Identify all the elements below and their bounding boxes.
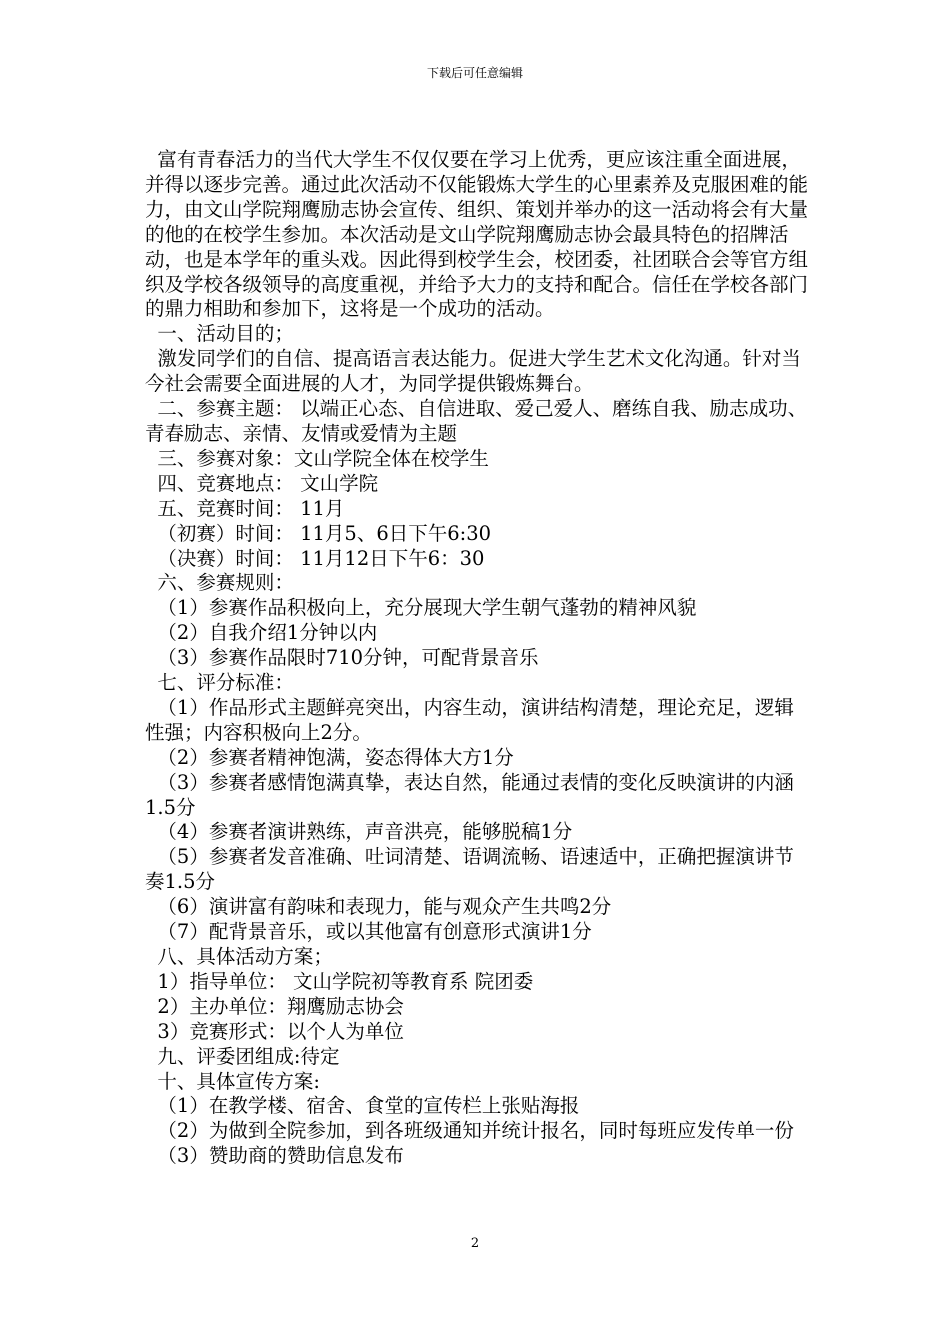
section-rules-heading: 六、参赛规则： [145, 571, 294, 595]
scoring-item: （5）参赛者发音准确、吐词清楚、语调流畅、语速适中，正确把握演讲节奏1.5分 [145, 845, 794, 894]
scoring-item: （1）作品形式主题鲜亮突出，内容生动，演讲结构清楚，理论充足，逻辑性强；内容积极向上2分。 [145, 695, 794, 744]
section-publicity-heading: 十、具体宣传方案: [145, 1069, 320, 1093]
section-theme: 二、参赛主题： 以端正心态、自信进取、爱己爱人、磨练自我、励志成功、青春励志、亲情、友情或爱情为主题 [145, 397, 808, 445]
section-scoring-heading: 七、评分标准： [145, 671, 294, 695]
preliminary-time: （初赛）时间： 11月5、6日下午6:30 [145, 521, 492, 545]
section-judges: 九、评委团组成:待定 [145, 1044, 340, 1068]
page-number: 2 [470, 1236, 480, 1251]
publicity-item: （2）为做到全院参加，到各班级通知并统计报名，同时每班应发传单一份 [145, 1119, 794, 1143]
plan-item: 1）指导单位： 文山学院初等教育系 院团委 [145, 969, 534, 993]
publicity-item: （3）赞助商的赞助信息发布 [145, 1144, 404, 1168]
scoring-item: （2）参赛者精神饱满，姿态得体大方1分 [145, 745, 514, 769]
rule-item: （3）参赛作品限时710分钟，可配背景音乐 [145, 646, 539, 670]
section-participants: 三、参赛对象：文山学院全体在校学生 [145, 446, 489, 470]
intro-paragraph: 富有青春活力的当代大学生不仅仅要在学习上优秀，更应该注重全面进展，并得以逐步完善。通过此次活动不仅能锻炼大学生的心里素养及克服困难的能力，由文山学院翔鹰励志协会宣传、组织、策划并举办的这一活动将会有大量的他的在校学生参加。本次活动是文山学院翔鹰励志协会最具特色的招牌活动，也是本学年的重头戏。因此得到校学生会，校团委，社团联合会等官方组织及学校各级领导的高度重视，并给予大力的支持和配合。信任在学校各部门的鼎力相助和参加下，这将是一个成功的活动。 [145, 148, 809, 321]
document-body [145, 148, 810, 1169]
plan-item: 2）主办单位：翔鹰励志协会 [145, 994, 404, 1018]
purpose-paragraph: 激发同学们的自信、提高语言表达能力。促进大学生艺术文化沟通。针对当今社会需要全面进展的人才，为同学提供锻炼舞台。 [145, 347, 801, 396]
section-time: 五、竞赛时间： 11月 [145, 496, 345, 520]
plan-item: 3）竞赛形式：以个人为单位 [145, 1019, 404, 1043]
scoring-item: （3）参赛者感情饱满真挚，表达自然，能通过表情的变化反映演讲的内涵1.5分 [145, 770, 794, 819]
final-time: （决赛）时间： 11月12日下午6：30 [145, 546, 485, 570]
rule-item: （1）参赛作品积极向上，充分展现大学生朝气蓬勃的精神风貌 [145, 596, 697, 620]
section-purpose-heading: 一、活动目的； [145, 322, 294, 346]
publicity-item: （1）在教学楼、宿舍、食堂的宣传栏上张贴海报 [145, 1094, 580, 1118]
scoring-item: （4）参赛者演讲熟练，声音洪亮，能够脱稿1分 [145, 820, 573, 844]
scoring-item: （7）配背景音乐，或以其他富有创意形式演讲1分 [145, 920, 592, 944]
scoring-item: （6）演讲富有韵味和表现力，能与观众产生共鸣2分 [145, 895, 612, 919]
rule-item: （2）自我介绍1分钟以内 [145, 621, 378, 645]
section-plan-heading: 八、具体活动方案； [145, 945, 333, 968]
page-header-note: 下载后可任意编辑 [426, 66, 523, 80]
section-venue: 四、竞赛地点： 文山学院 [145, 471, 379, 495]
